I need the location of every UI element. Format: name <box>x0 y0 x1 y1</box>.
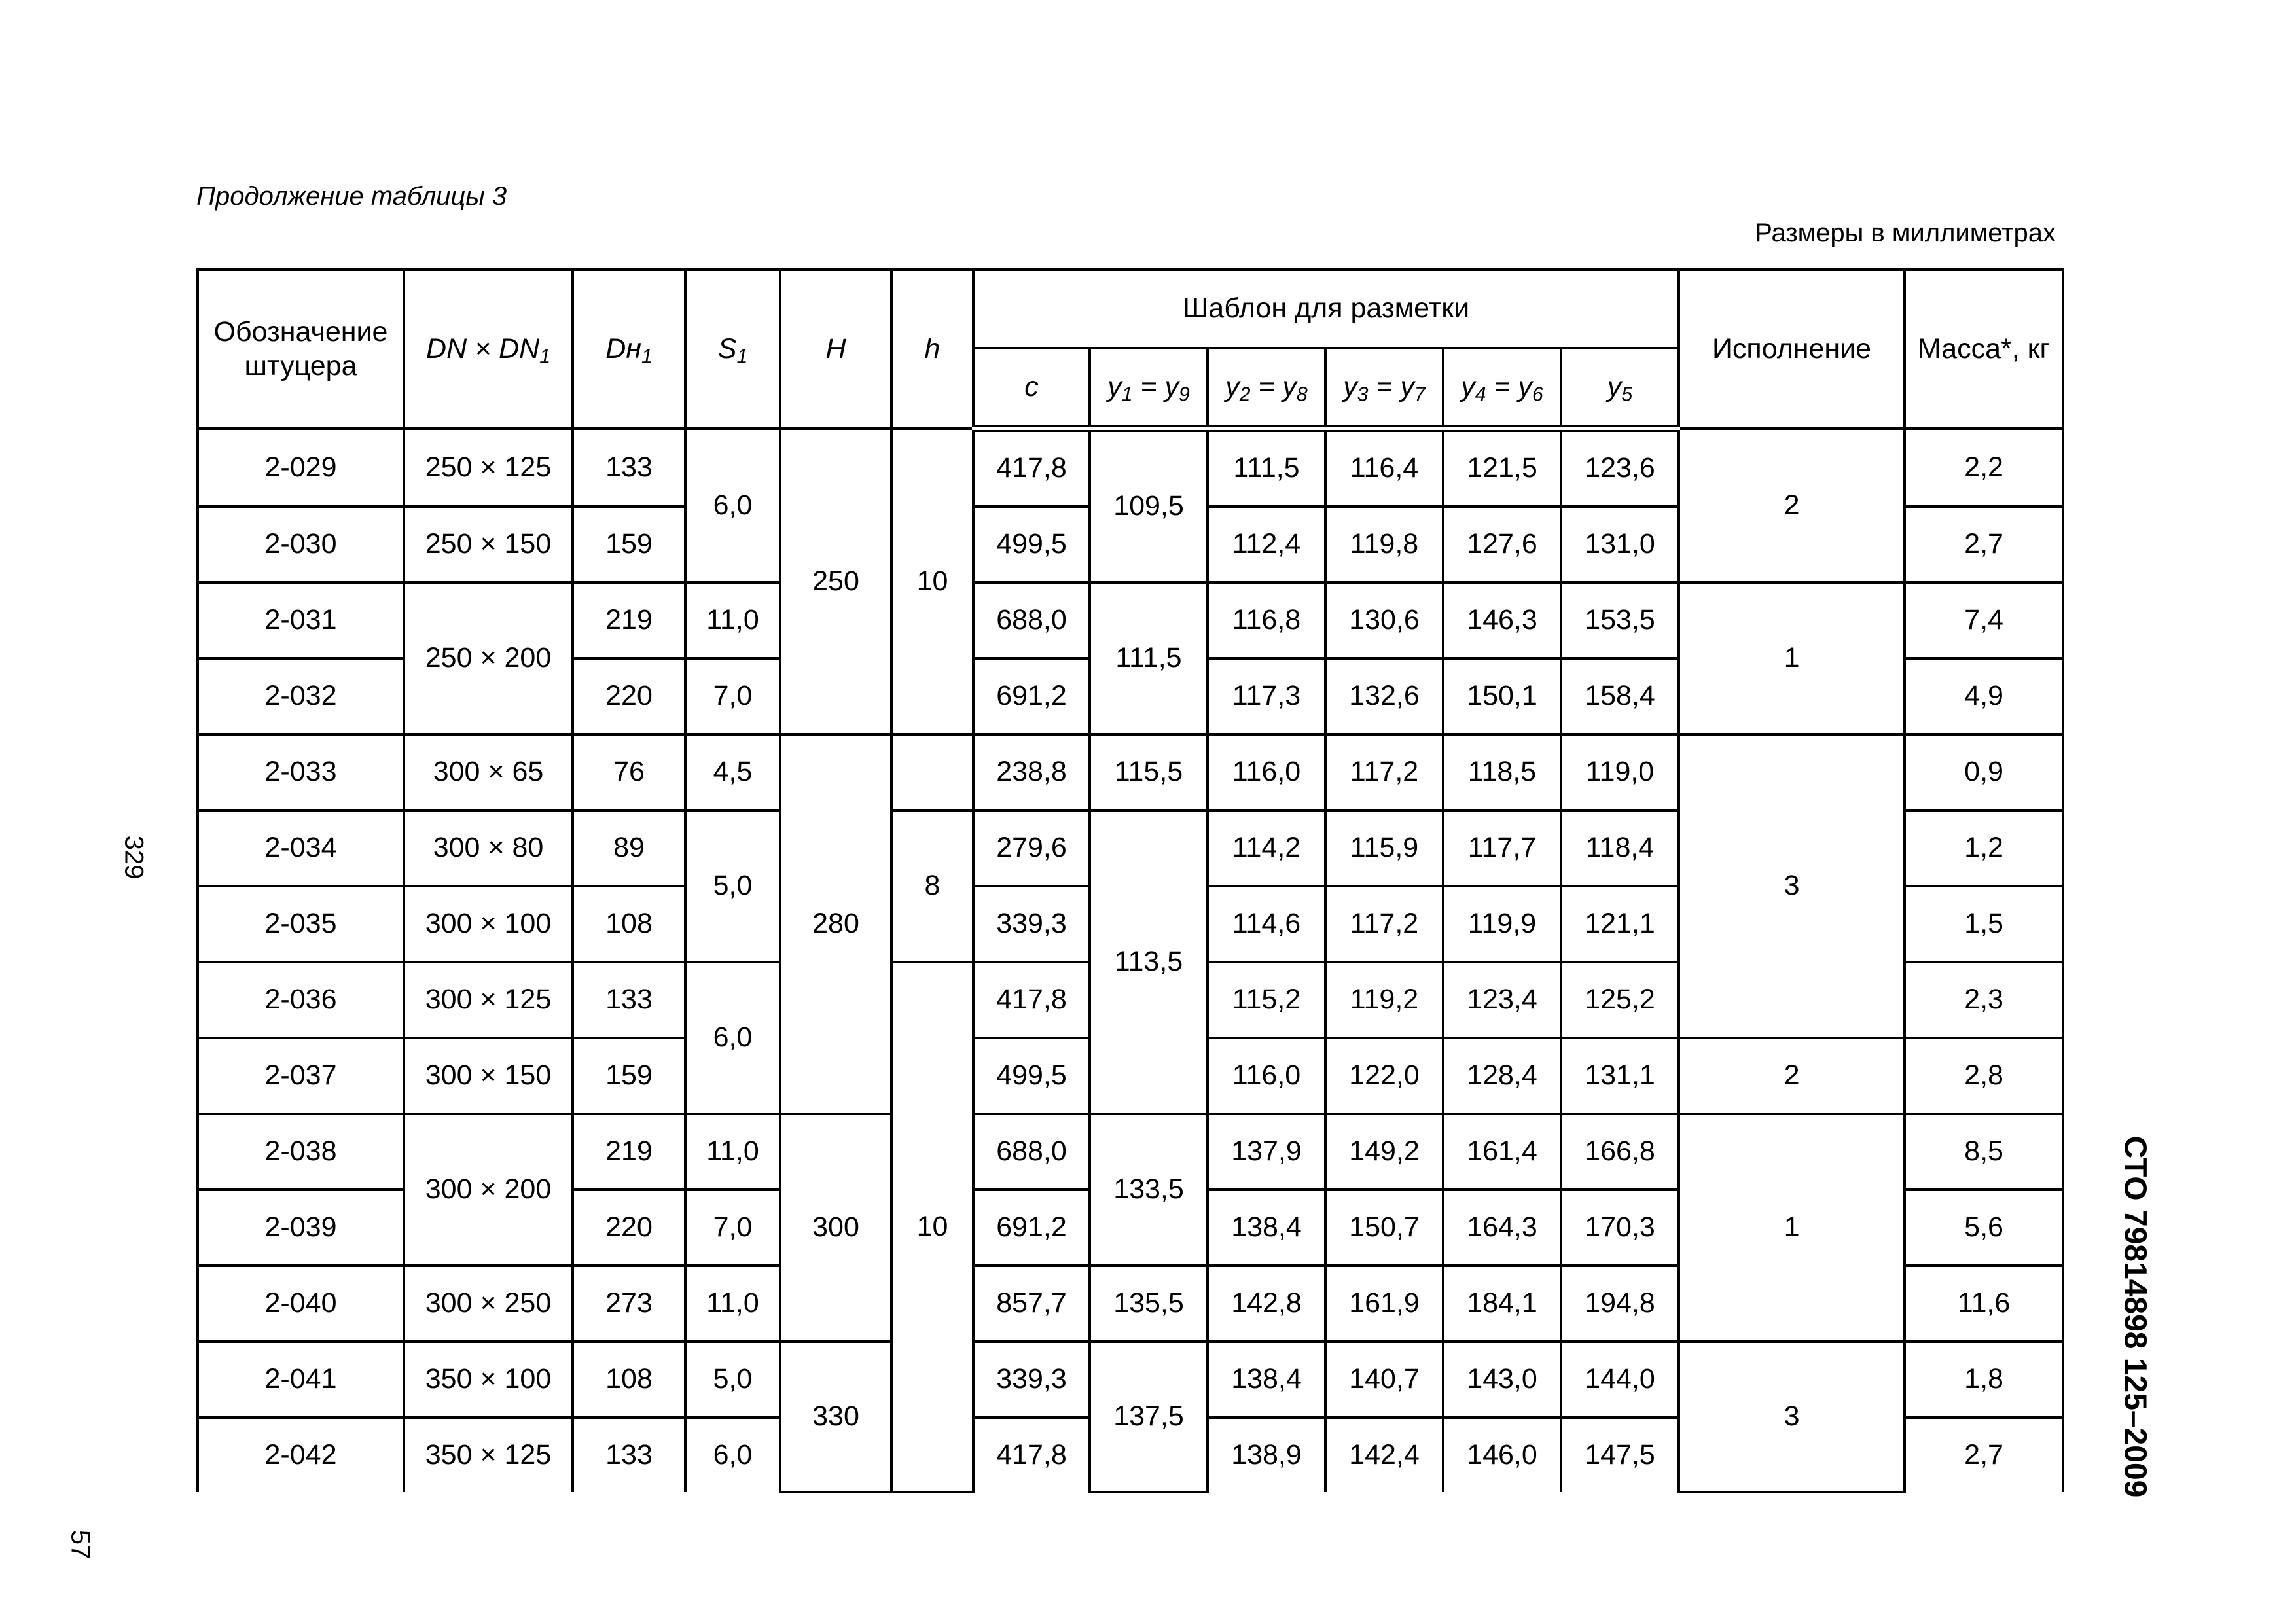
cell-mass: 7,4 <box>1905 582 2063 658</box>
cell-designation: 2-042 <box>198 1418 404 1492</box>
cell-y2: 112,4 <box>1208 507 1325 582</box>
cell-H: 330 <box>780 1342 891 1492</box>
cell-mass: 1,8 <box>1905 1342 2063 1418</box>
cell-y4: 121,5 <box>1443 429 1561 507</box>
cell-y4: 143,0 <box>1443 1342 1561 1418</box>
header-y2-eq-sub: 8 <box>1297 383 1308 406</box>
cell-y2: 138,4 <box>1208 1190 1325 1266</box>
cell-y1: 135,5 <box>1090 1266 1208 1342</box>
cell-y4: 128,4 <box>1443 1038 1561 1114</box>
header-y4-eq: = y <box>1486 371 1532 403</box>
cell-y2: 114,6 <box>1208 886 1325 962</box>
cell-dh: 219 <box>573 582 685 658</box>
cell-dn: 300 × 200 <box>404 1114 573 1266</box>
cell-y1: 115,5 <box>1090 734 1208 810</box>
cell-y3: 130,6 <box>1325 582 1443 658</box>
cell-c: 238,8 <box>973 734 1090 810</box>
cell-version: 2 <box>1679 1038 1905 1114</box>
cell-y3: 149,2 <box>1325 1114 1443 1190</box>
header-y4-text: y <box>1461 371 1475 403</box>
cell-y3: 117,2 <box>1325 886 1443 962</box>
cell-h: 8 <box>891 810 973 962</box>
cell-y2: 116,0 <box>1208 734 1325 810</box>
cell-mass: 2,7 <box>1905 507 2063 582</box>
cell-dh: 220 <box>573 658 685 734</box>
cell-c: 417,8 <box>973 429 1090 507</box>
cell-y5: 121,1 <box>1561 886 1679 962</box>
header-dn-text: DN × DN <box>426 332 540 365</box>
cell-c: 417,8 <box>973 1418 1090 1492</box>
header-mass: Масса*, кг <box>1905 270 2063 429</box>
cell-dh: 108 <box>573 886 685 962</box>
cell-y5: 153,5 <box>1561 582 1679 658</box>
cell-designation: 2-029 <box>198 429 404 507</box>
cell-y5: 125,2 <box>1561 962 1679 1038</box>
cell-version: 3 <box>1679 734 1905 1038</box>
cell-dh: 89 <box>573 810 685 886</box>
cell-y2: 117,3 <box>1208 658 1325 734</box>
cell-designation: 2-035 <box>198 886 404 962</box>
cell-designation: 2-031 <box>198 582 404 658</box>
cell-c: 417,8 <box>973 962 1090 1038</box>
table-row <box>198 1342 2063 1418</box>
cell-c: 691,2 <box>973 1190 1090 1266</box>
header-y5-text: y <box>1607 371 1622 403</box>
cell-dh: 133 <box>573 962 685 1038</box>
header-H: H <box>780 270 891 429</box>
cell-s: 4,5 <box>685 734 780 810</box>
cell-designation: 2-033 <box>198 734 404 810</box>
cell-y5: 118,4 <box>1561 810 1679 886</box>
table-row <box>198 734 2063 810</box>
cell-designation: 2-040 <box>198 1266 404 1342</box>
cell-designation: 2-038 <box>198 1114 404 1190</box>
cell-y2: 137,9 <box>1208 1114 1325 1190</box>
cell-y1: 111,5 <box>1090 582 1208 734</box>
header-y3-sub: 3 <box>1357 383 1369 406</box>
cell-y5: 194,8 <box>1561 1266 1679 1342</box>
header-dh <box>573 270 685 429</box>
cell-dn: 300 × 150 <box>404 1038 573 1114</box>
header-designation: Обозначение штуцера <box>198 270 404 429</box>
cell-dn: 300 × 250 <box>404 1266 573 1342</box>
cell-dn: 350 × 100 <box>404 1342 573 1418</box>
cell-version: 1 <box>1679 1114 1905 1342</box>
header-y2-sub: 2 <box>1239 383 1251 406</box>
cell-dn: 300 × 125 <box>404 962 573 1038</box>
outer-page-number-text: 57 <box>65 1529 95 1560</box>
cell-y4: 117,7 <box>1443 810 1561 886</box>
header-y3-eq-sub: 7 <box>1414 383 1426 406</box>
fitting-dimensions-table <box>196 268 2064 1493</box>
header-y4-y6 <box>1443 348 1561 429</box>
cell-y2: 116,0 <box>1208 1038 1325 1114</box>
cell-dn: 250 × 200 <box>404 582 573 734</box>
cell-y2: 111,5 <box>1208 429 1325 507</box>
cell-y2: 116,8 <box>1208 582 1325 658</box>
cell-y3: 150,7 <box>1325 1190 1443 1266</box>
cell-y3: 142,4 <box>1325 1418 1443 1492</box>
inner-page-number-text: 329 <box>119 835 149 880</box>
header-y5 <box>1561 348 1679 429</box>
cell-y4: 150,1 <box>1443 658 1561 734</box>
cell-y3: 122,0 <box>1325 1038 1443 1114</box>
cell-y3: 116,4 <box>1325 429 1443 507</box>
cell-y4: 127,6 <box>1443 507 1561 582</box>
cell-c: 339,3 <box>973 1342 1090 1418</box>
cell-s: 11,0 <box>685 582 780 658</box>
cell-version: 1 <box>1679 582 1905 734</box>
cell-mass: 2,3 <box>1905 962 2063 1038</box>
cell-version: 2 <box>1679 429 1905 582</box>
cell-c: 857,7 <box>973 1266 1090 1342</box>
cell-H: 280 <box>780 734 891 1114</box>
table-row <box>198 429 2063 507</box>
cell-y4: 123,4 <box>1443 962 1561 1038</box>
cell-designation: 2-032 <box>198 658 404 734</box>
cell-s: 7,0 <box>685 1190 780 1266</box>
cell-s: 7,0 <box>685 658 780 734</box>
cell-c: 688,0 <box>973 582 1090 658</box>
cell-dh: 76 <box>573 734 685 810</box>
cell-c: 499,5 <box>973 507 1090 582</box>
cell-mass: 1,5 <box>1905 886 2063 962</box>
cell-dh: 220 <box>573 1190 685 1266</box>
header-dn <box>404 270 573 429</box>
cell-y3: 117,2 <box>1325 734 1443 810</box>
cell-dh: 159 <box>573 1038 685 1114</box>
header-dh-text: Dн <box>605 332 641 365</box>
cell-y5: 147,5 <box>1561 1418 1679 1492</box>
cell-s: 11,0 <box>685 1114 780 1190</box>
cell-h-empty <box>891 734 973 810</box>
cell-mass: 8,5 <box>1905 1114 2063 1190</box>
header-y2-text: y <box>1225 371 1240 403</box>
cell-c: 279,6 <box>973 810 1090 886</box>
header-s-text: S <box>717 332 737 365</box>
cell-mass: 2,7 <box>1905 1418 2063 1492</box>
header-y4-eq-sub: 6 <box>1532 383 1543 406</box>
cell-designation: 2-036 <box>198 962 404 1038</box>
cell-dn: 300 × 65 <box>404 734 573 810</box>
header-y3-y7 <box>1325 348 1443 429</box>
cell-s: 6,0 <box>685 962 780 1114</box>
cell-designation: 2-039 <box>198 1190 404 1266</box>
cell-y3: 132,6 <box>1325 658 1443 734</box>
cell-s: 6,0 <box>685 429 780 582</box>
cell-dn: 250 × 125 <box>404 429 573 507</box>
header-template: Шаблон для разметки <box>973 270 1679 348</box>
cell-s: 5,0 <box>685 1342 780 1418</box>
header-y1-sub: 1 <box>1121 383 1133 406</box>
header-c: c <box>973 348 1090 429</box>
header-y1-eq-sub: 9 <box>1179 383 1190 406</box>
cell-y2: 115,2 <box>1208 962 1325 1038</box>
cell-dh: 273 <box>573 1266 685 1342</box>
cell-dn: 300 × 100 <box>404 886 573 962</box>
cell-s: 5,0 <box>685 810 780 962</box>
cell-y5: 119,0 <box>1561 734 1679 810</box>
table-row <box>198 582 2063 658</box>
cell-mass: 4,9 <box>1905 658 2063 734</box>
cell-mass: 0,9 <box>1905 734 2063 810</box>
cell-y2: 114,2 <box>1208 810 1325 886</box>
cell-h: 10 <box>891 429 973 734</box>
cell-y1: 113,5 <box>1090 810 1208 1114</box>
cell-y3: 119,8 <box>1325 507 1443 582</box>
header-y1-text: y <box>1107 371 1122 403</box>
cell-y2: 138,9 <box>1208 1418 1325 1492</box>
header-s <box>685 270 780 429</box>
cell-designation: 2-037 <box>198 1038 404 1114</box>
cell-dh: 219 <box>573 1114 685 1190</box>
cell-y5: 131,0 <box>1561 507 1679 582</box>
header-y2-y8 <box>1208 348 1325 429</box>
cell-h: 10 <box>891 962 973 1492</box>
cell-y3: 161,9 <box>1325 1266 1443 1342</box>
cell-y5: 144,0 <box>1561 1342 1679 1418</box>
cell-y5: 170,3 <box>1561 1190 1679 1266</box>
header-y3-eq: = y <box>1368 371 1414 403</box>
header-y1-eq: = y <box>1132 371 1179 403</box>
cell-c: 339,3 <box>973 886 1090 962</box>
header-y4-sub: 4 <box>1475 383 1486 406</box>
cell-y4: 146,0 <box>1443 1418 1561 1492</box>
cell-dn: 250 × 150 <box>404 507 573 582</box>
cell-y2: 138,4 <box>1208 1342 1325 1418</box>
cell-y4: 184,1 <box>1443 1266 1561 1342</box>
cell-c: 688,0 <box>973 1114 1090 1190</box>
cell-y3: 119,2 <box>1325 962 1443 1038</box>
cell-mass: 1,2 <box>1905 810 2063 886</box>
units-note: Размеры в миллиметрах <box>1755 219 2056 247</box>
header-version: Исполнение <box>1679 270 1905 429</box>
cell-H: 300 <box>780 1114 891 1342</box>
cell-y1: 137,5 <box>1090 1342 1208 1492</box>
cell-version: 3 <box>1679 1342 1905 1492</box>
cell-dn: 350 × 125 <box>404 1418 573 1492</box>
cell-y5: 131,1 <box>1561 1038 1679 1114</box>
cell-y5: 123,6 <box>1561 429 1679 507</box>
cell-designation: 2-030 <box>198 507 404 582</box>
cell-y4: 118,5 <box>1443 734 1561 810</box>
header-y3-text: y <box>1343 371 1357 403</box>
cell-mass: 11,6 <box>1905 1266 2063 1342</box>
table-row <box>198 1114 2063 1190</box>
cell-designation: 2-041 <box>198 1342 404 1418</box>
cell-c: 691,2 <box>973 658 1090 734</box>
header-y1-y9 <box>1090 348 1208 429</box>
standard-code-text: СТО 79814898 125–2009 <box>2117 1135 2153 1498</box>
cell-y4: 146,3 <box>1443 582 1561 658</box>
cell-designation: 2-034 <box>198 810 404 886</box>
cell-y5: 158,4 <box>1561 658 1679 734</box>
cell-mass: 2,2 <box>1905 429 2063 507</box>
cell-y1: 109,5 <box>1090 429 1208 582</box>
cell-y3: 115,9 <box>1325 810 1443 886</box>
cell-dh: 108 <box>573 1342 685 1418</box>
header-y2-eq: = y <box>1250 371 1297 403</box>
cell-H: 250 <box>780 429 891 734</box>
cell-y3: 140,7 <box>1325 1342 1443 1418</box>
cell-mass: 5,6 <box>1905 1190 2063 1266</box>
header-y5-sub: 5 <box>1621 383 1633 406</box>
header-dh-sub: 1 <box>641 346 653 368</box>
cell-dh: 133 <box>573 1418 685 1492</box>
header-dn-sub: 1 <box>539 346 550 368</box>
cell-y1: 133,5 <box>1090 1114 1208 1266</box>
header-h: h <box>891 270 973 429</box>
cell-s: 11,0 <box>685 1266 780 1342</box>
cell-y4: 119,9 <box>1443 886 1561 962</box>
cell-dh: 159 <box>573 507 685 582</box>
cell-mass: 2,8 <box>1905 1038 2063 1114</box>
table-caption: Продолжение таблицы 3 <box>196 182 507 211</box>
cell-c: 499,5 <box>973 1038 1090 1114</box>
cell-y4: 164,3 <box>1443 1190 1561 1266</box>
cell-dh: 133 <box>573 429 685 507</box>
cell-y5: 166,8 <box>1561 1114 1679 1190</box>
cell-y2: 142,8 <box>1208 1266 1325 1342</box>
cell-dn: 300 × 80 <box>404 810 573 886</box>
cell-y4: 161,4 <box>1443 1114 1561 1190</box>
header-s-sub: 1 <box>736 346 748 368</box>
cell-s: 6,0 <box>685 1418 780 1492</box>
